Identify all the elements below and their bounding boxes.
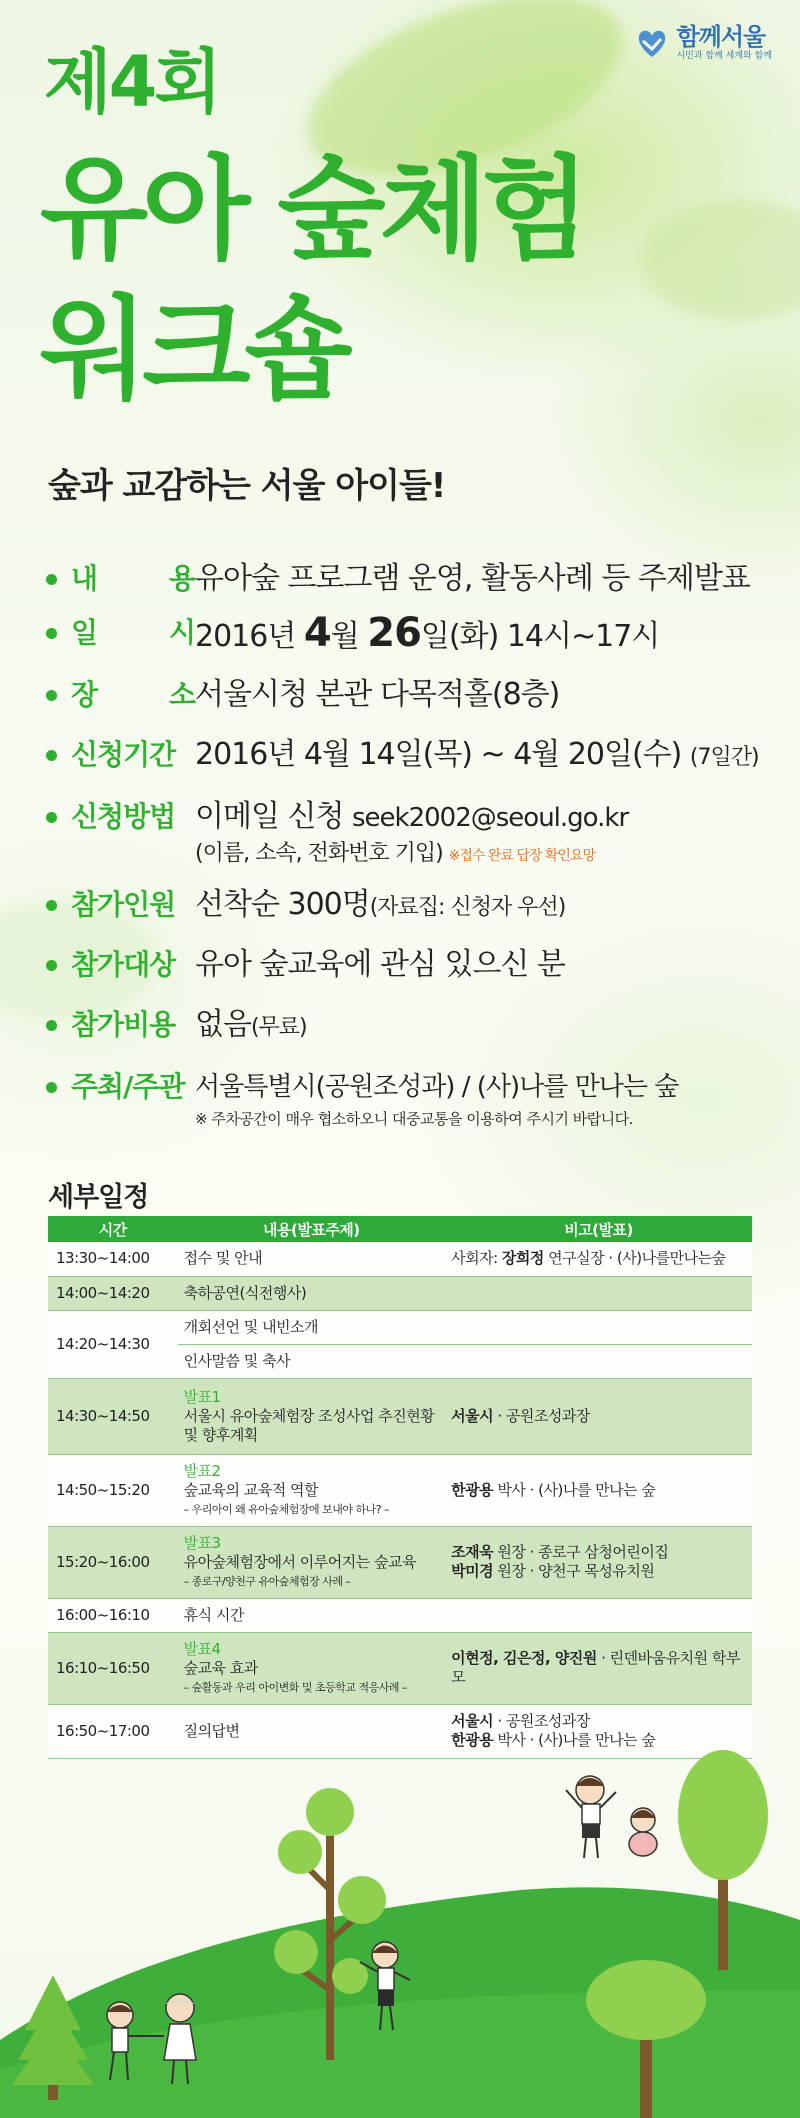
info-value: 선착순 300명(자료집: 신청자 우선) — [195, 887, 566, 922]
info-subline: (이름, 소속, 전화번호 기입) ※접수 완료 답장 확인요망 — [195, 841, 595, 866]
content-cell: 축하공연(식전행사) — [178, 1276, 446, 1310]
time-cell: 14:30~14:50 — [48, 1378, 178, 1454]
info-content — [46, 558, 750, 600]
bullet-icon — [46, 628, 57, 639]
info-value: 이메일 신청 seek2002@seoul.go.kr — [195, 799, 629, 834]
remark-cell: 한광용 박사 · (사)나를 만나는 숲 — [445, 1454, 752, 1526]
bullet-icon — [46, 1082, 57, 1093]
table-row — [48, 1454, 752, 1526]
time-cell: 16:10~16:50 — [48, 1632, 178, 1704]
time-cell: 16:00~16:10 — [48, 1598, 178, 1632]
content-cell: 발표2 숲교육의 교육적 역할 – 우리아이 왜 유아숲체험장에 보내야 하나? – — [178, 1454, 446, 1526]
content-cell: 질의답변 — [178, 1704, 446, 1758]
bullet-icon — [46, 690, 57, 701]
info-label: 신청방법 — [71, 800, 176, 833]
time-cell: 13:30~14:00 — [48, 1242, 178, 1276]
bullet-icon — [46, 960, 57, 971]
logo-subtext: 시민과 함께 세계와 함께 — [676, 51, 772, 61]
info-period — [46, 734, 759, 779]
content-cell: 개회선언 및 내빈소개 — [178, 1310, 446, 1344]
info-capacity — [46, 884, 565, 929]
subtitle: 숲과 교감하는 서울 아이들! — [48, 466, 446, 506]
schedule-title: 세부일정 — [48, 1182, 149, 1213]
table-row — [48, 1632, 752, 1704]
table-row — [48, 1276, 752, 1310]
info-value: 서울시청 본관 다목적홀(8층) — [195, 677, 560, 712]
info-value: 서울특별시(공원조성과) / (사)나를 만나는 숲 — [195, 1072, 679, 1102]
info-value: 유아 숲교육에 관심 있으신 분 — [195, 947, 565, 982]
info-label: 주최/주관 — [71, 1070, 185, 1103]
info-place — [46, 674, 559, 716]
column-header: 시간 — [48, 1216, 178, 1242]
info-value: 2016년 4월 26일(화) 14시~17시 — [195, 610, 660, 656]
info-value: 2016년 4월 14일(목) ~ 4월 20일(수) (7일간) — [195, 737, 759, 772]
time-cell: 15:20~16:00 — [48, 1526, 178, 1598]
info-target — [46, 944, 565, 986]
heart-icon — [634, 27, 670, 59]
remark-cell: 이현정, 김은정, 양진원 · 린덴바움유치원 학부모 — [445, 1632, 752, 1704]
table-row — [48, 1598, 752, 1632]
remark-cell: 서울시 · 공원조성과장 한광용 박사 · (사)나를 만나는 숲 — [445, 1704, 752, 1758]
time-cell: 14:50~15:20 — [48, 1454, 178, 1526]
schedule-table — [48, 1216, 752, 1759]
table-row — [48, 1526, 752, 1598]
content-cell: 발표1 서울시 유아숲체험장 조성사업 추진현황 및 향후계획 — [178, 1378, 446, 1454]
info-label: 참가대상 — [71, 948, 176, 981]
remark-cell — [445, 1344, 752, 1378]
title-episode: 제4회 — [44, 41, 219, 123]
info-method — [46, 796, 628, 871]
logo-text: 함께서울 — [676, 23, 766, 51]
time-cell: 14:20~14:30 — [48, 1310, 178, 1378]
info-value: 없음(무료) — [195, 1007, 307, 1042]
bullet-icon — [46, 812, 57, 823]
info-label: 일 시 — [71, 616, 195, 649]
bullet-icon — [46, 1020, 57, 1031]
seoul-logo — [634, 24, 772, 62]
column-header: 비고(발표) — [445, 1216, 752, 1242]
title-line1: 유아 숲체험 — [40, 145, 584, 275]
bullet-icon — [46, 574, 57, 585]
info-label: 신청기간 — [71, 738, 176, 771]
info-label: 장 소 — [71, 678, 195, 711]
info-host — [46, 1066, 678, 1129]
table-row — [48, 1378, 752, 1454]
content-cell: 인사말씀 및 축사 — [178, 1344, 446, 1378]
content-cell: 접수 및 안내 — [178, 1242, 446, 1276]
remark-cell — [445, 1598, 752, 1632]
remark-cell: 사회자: 장희정 연구실장 · (사)나를만나는숲 — [445, 1242, 752, 1276]
parking-note: ※ 주차공간이 매우 협소하오니 대중교통을 이용하여 주시기 바랍니다. — [195, 1110, 633, 1128]
info-fee — [46, 1004, 307, 1049]
info-label: 참가인원 — [71, 888, 176, 921]
info-value: 유아숲 프로그램 운영, 활동사례 등 주제발표 — [195, 561, 750, 596]
remark-cell — [445, 1310, 752, 1344]
info-label: 참가비용 — [71, 1008, 176, 1041]
content-cell: 발표4 숲교육 효과 – 숲활동과 우리 아이변화 및 초등학교 적응사례 – — [178, 1632, 446, 1704]
table-header — [48, 1216, 752, 1242]
content-cell: 발표3 유아숲체험장에서 이루어지는 숲교육 – 종로구/양천구 유아숲체험장 사례 – — [178, 1526, 446, 1598]
time-cell: 16:50~17:00 — [48, 1704, 178, 1758]
table-row — [48, 1242, 752, 1276]
background-leaf — [640, 200, 800, 320]
info-datetime — [46, 612, 659, 658]
title-line2: 워크숍 — [40, 285, 347, 415]
email-address: seek2002@seoul.go.kr — [351, 803, 629, 833]
bullet-icon — [46, 900, 57, 911]
content-cell: 휴식 시간 — [178, 1598, 446, 1632]
remark-cell — [445, 1276, 752, 1310]
bullet-icon — [46, 750, 57, 761]
remark-cell: 조재욱 원장 · 종로구 삼청어린이집 박미경 원장 · 양천구 목성유치원 — [445, 1526, 752, 1598]
info-label: 내 용 — [71, 562, 195, 595]
remark-cell: 서울시 · 공원조성과장 — [445, 1378, 752, 1454]
column-header: 내용(발표주제) — [178, 1216, 446, 1242]
time-cell: 14:00~14:20 — [48, 1276, 178, 1310]
forest-illustration — [0, 1740, 800, 2118]
table-row — [48, 1310, 752, 1344]
